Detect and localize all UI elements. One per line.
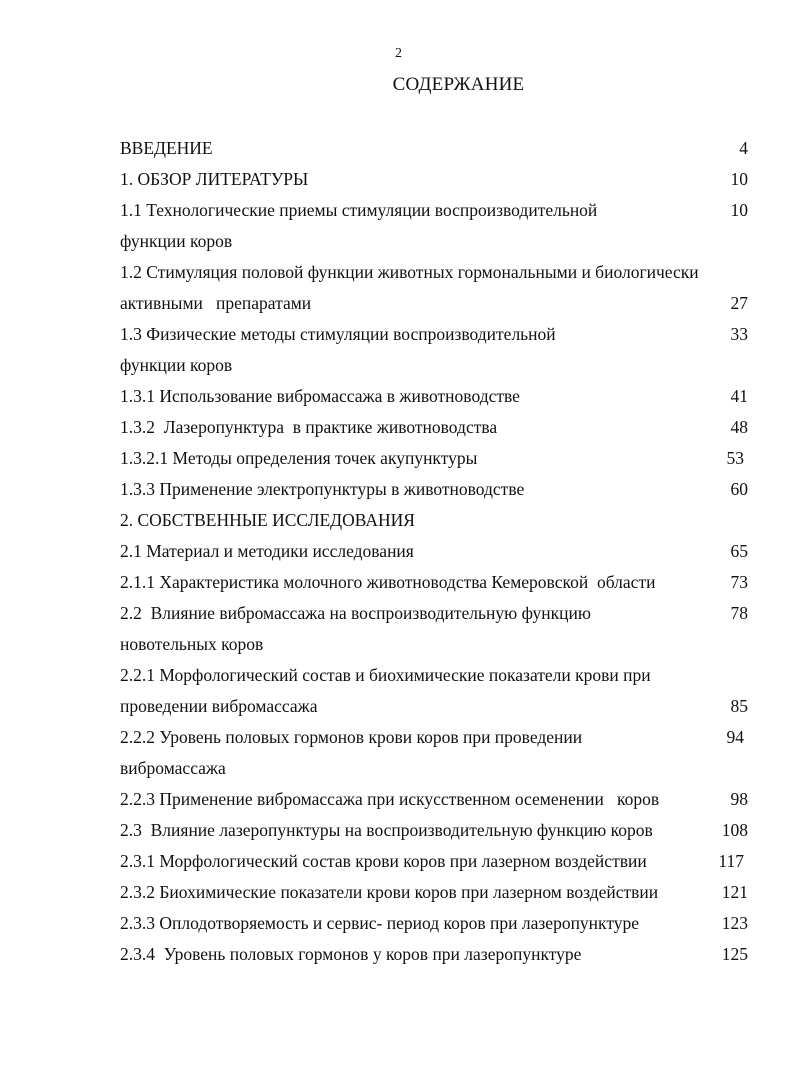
toc-entry-page: 94 bbox=[726, 727, 744, 747]
toc-entry-2-2[interactable] bbox=[120, 598, 748, 660]
toc-entry-1-3-2[interactable] bbox=[120, 412, 748, 443]
toc-entry-page: 125 bbox=[721, 944, 748, 964]
toc-entry-2-2-1[interactable] bbox=[120, 660, 748, 722]
toc-entry-text: 2. СОБСТВЕННЫЕ ИССЛЕДОВАНИЯ bbox=[120, 510, 415, 530]
toc-entry-text: 2.3.4 Уровень половых гормонов у коров при лазеропунктуре bbox=[120, 944, 582, 964]
toc-entry-introduction[interactable] bbox=[120, 133, 748, 164]
table-of-contents bbox=[120, 133, 748, 970]
toc-entry-2-3-3[interactable] bbox=[120, 908, 748, 939]
toc-entry-text-continued: вибромассажа bbox=[120, 758, 226, 778]
toc-entry-2-3-2[interactable] bbox=[120, 877, 748, 908]
toc-entry-2-1-1[interactable] bbox=[120, 567, 748, 598]
toc-entry-page: 108 bbox=[721, 820, 748, 840]
toc-entry-page: 27 bbox=[730, 293, 748, 313]
toc-entry-text: 1.3.1 Использование вибромассажа в животноводстве bbox=[120, 386, 520, 406]
toc-entry-page: 123 bbox=[721, 913, 748, 933]
toc-entry-2-3[interactable] bbox=[120, 815, 748, 846]
toc-entry-text: 2.2.3 Применение вибромассажа при искусственном осеменении коров bbox=[120, 789, 660, 809]
toc-entry-text-continued: функции коров bbox=[120, 231, 233, 251]
toc-entry-2-1[interactable] bbox=[120, 536, 748, 567]
toc-entry-1[interactable] bbox=[120, 164, 748, 195]
toc-entry-text: 1.3.2 Лазеропунктура в практике животноводства bbox=[120, 417, 498, 437]
toc-entry-text: 2.3.1 Морфологический состав крови коров при лазерном воздействии bbox=[120, 851, 647, 871]
toc-entry-1-3[interactable] bbox=[120, 319, 748, 381]
toc-entry-2-2-3[interactable] bbox=[120, 784, 748, 815]
toc-entry-text: 1. ОБЗОР ЛИТЕРАТУРЫ bbox=[120, 169, 309, 189]
toc-entry-2-2-2[interactable] bbox=[120, 722, 748, 784]
toc-entry-1-1[interactable] bbox=[120, 195, 748, 257]
toc-entry-page: 85 bbox=[730, 696, 748, 716]
toc-entry-page: 121 bbox=[721, 882, 748, 902]
toc-entry-text: 2.2.1 Морфологический состав и биохимические показатели крови при bbox=[120, 665, 651, 685]
toc-entry-text-continued: новотельных коров bbox=[120, 634, 264, 654]
toc-entry-text: 2.3.2 Биохимические показатели крови коров при лазерном воздействии bbox=[120, 882, 659, 902]
toc-entry-text: ВВЕДЕНИЕ bbox=[120, 138, 213, 158]
toc-entry-page: 98 bbox=[730, 789, 748, 809]
toc-entry-text: 2.1.1 Характеристика молочного животноводства Кемеровской области bbox=[120, 572, 656, 592]
toc-entry-text: 1.3.2.1 Методы определения точек акупунктуры bbox=[120, 448, 478, 468]
toc-entry-2[interactable] bbox=[120, 505, 748, 536]
toc-entry-text: 2.3 Влияние лазеропунктуры на воспроизводительную функцию коров bbox=[120, 820, 653, 840]
toc-entry-1-3-2-1[interactable] bbox=[120, 443, 748, 474]
toc-entry-1-2[interactable] bbox=[120, 257, 748, 319]
toc-entry-text: 2.2.2 Уровень половых гормонов крови коров при проведении bbox=[120, 727, 583, 747]
toc-entry-page: 117 bbox=[718, 851, 744, 871]
toc-entry-page: 33 bbox=[730, 324, 748, 344]
toc-entry-text: 1.1 Технологические приемы стимуляции воспроизводительной bbox=[120, 200, 598, 220]
toc-entry-page: 53 bbox=[726, 448, 744, 468]
toc-entry-text: 2.3.3 Оплодотворяемость и сервис- период коров при лазеропунктуре bbox=[120, 913, 640, 933]
toc-entry-page: 65 bbox=[730, 541, 748, 561]
toc-entry-page: 60 bbox=[730, 479, 748, 499]
toc-entry-text: 2.1 Материал и методики исследования bbox=[120, 541, 414, 561]
toc-entry-page: 73 bbox=[730, 572, 748, 592]
toc-entry-page: 4 bbox=[739, 138, 748, 158]
toc-entry-page: 48 bbox=[730, 417, 748, 437]
toc-entry-text-continued: функции коров bbox=[120, 355, 233, 375]
toc-entry-2-3-4[interactable] bbox=[120, 939, 748, 970]
toc-entry-page: 41 bbox=[730, 386, 748, 406]
toc-entry-page: 78 bbox=[730, 603, 748, 623]
toc-entry-1-3-3[interactable] bbox=[120, 474, 748, 505]
toc-entry-text: 2.2 Влияние вибромассажа на воспроизводительную функцию bbox=[120, 603, 591, 623]
toc-entry-text: 1.3 Физические методы стимуляции воспроизводительной bbox=[120, 324, 556, 344]
page-number: 2 bbox=[395, 46, 402, 61]
toc-entry-page: 10 bbox=[730, 169, 748, 189]
toc-entry-1-3-1[interactable] bbox=[120, 381, 748, 412]
page-title: СОДЕРЖАНИЕ bbox=[392, 74, 525, 95]
toc-entry-text: 1.3.3 Применение электропунктуры в животноводстве bbox=[120, 479, 525, 499]
toc-entry-page: 10 bbox=[730, 200, 748, 220]
toc-entry-text: 1.2 Стимуляция половой функции животных гормональными и биологически bbox=[120, 262, 699, 282]
toc-entry-2-3-1[interactable] bbox=[120, 846, 748, 877]
toc-entry-text-continued: активными препаратами bbox=[120, 293, 312, 313]
toc-entry-text-continued: проведении вибромассажа bbox=[120, 696, 318, 716]
